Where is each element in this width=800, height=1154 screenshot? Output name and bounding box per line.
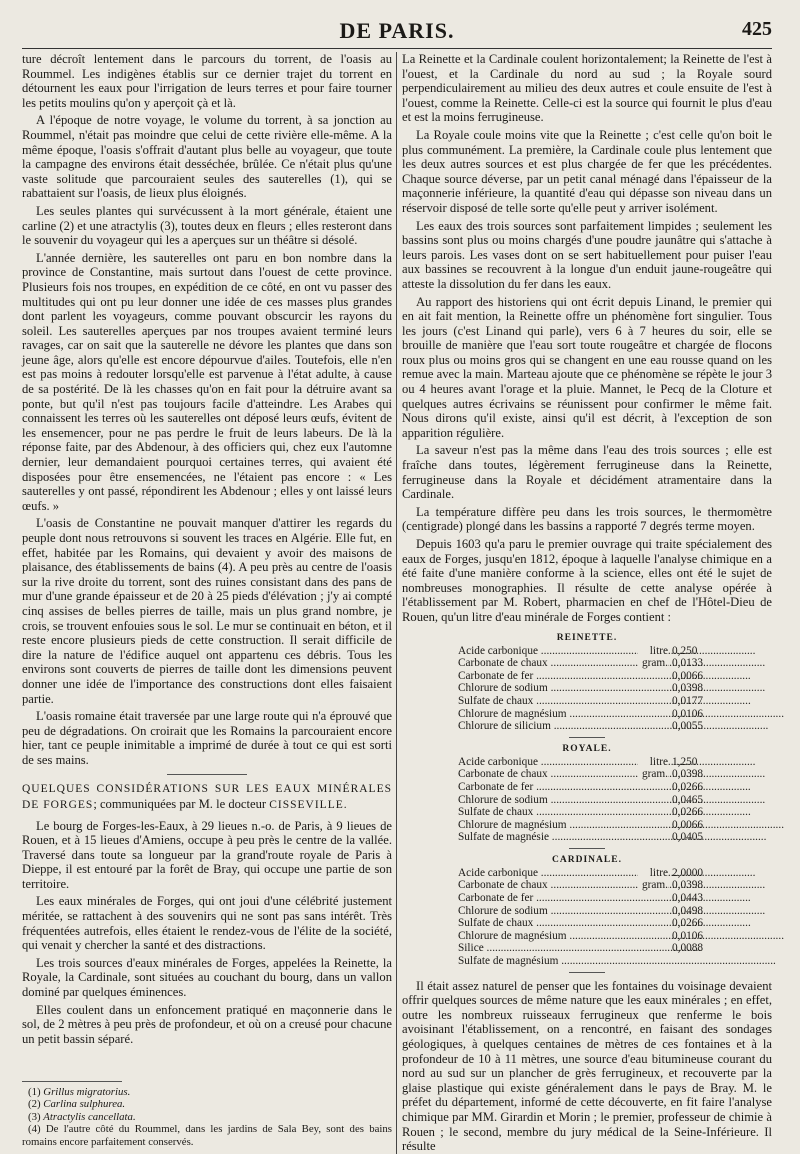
analysis-row [402, 917, 772, 930]
substance: Carbonate de chaux ..... [458, 879, 636, 892]
substance: Acide carbonique ..... [458, 756, 636, 769]
footnote [22, 1098, 392, 1110]
substance: Chlorure de sodium ..... [458, 794, 636, 807]
analysis-row [402, 781, 772, 794]
substance: Sulfate de magnésium ..... [458, 955, 636, 968]
analysis-row [402, 930, 772, 943]
analysis-row [402, 819, 772, 832]
unit: gram. [638, 657, 668, 670]
analysis-row [402, 905, 772, 918]
analysis-row [402, 892, 772, 905]
section-title-caps: QUELQUES CONSIDÉRATIONS SUR LES EAUX MINÉRALES DE FORGES [22, 782, 392, 811]
right-column [402, 52, 772, 1154]
substance: Acide carbonique ..... [458, 645, 636, 658]
value: 0,0066 [672, 669, 704, 682]
unit: litre [638, 645, 668, 658]
value: 1,250 [672, 755, 698, 768]
footnote-number: (4) [28, 1123, 41, 1136]
substance: Sulfate de chaux ..... [458, 695, 636, 708]
value: 0,0106 [672, 707, 704, 720]
substance: Sulfate de chaux ..... [458, 917, 636, 930]
value: 0,0498 [672, 904, 704, 917]
substance: Carbonate de fer ..... [458, 892, 636, 905]
substance: Chlorure de magnésium ..... [458, 708, 636, 721]
source-title: REINETTE. [556, 632, 618, 643]
left-column [22, 52, 392, 1154]
analysis-row [402, 955, 772, 968]
footnote-text: Carlina sulphurea. [43, 1098, 126, 1111]
footnote-number: (1) [28, 1085, 41, 1098]
value: 0,0266 [672, 780, 704, 793]
substance: Acide carbonique ..... [458, 867, 636, 880]
value: 0,0443 [672, 892, 704, 905]
substance: Carbonate de fer ..... [458, 781, 636, 794]
analysis-row [402, 768, 772, 781]
paragraph: L'année dernière, les sauterelles ont paru en bon nombre dans la province de Constantine, mais surtout dans l'ouest de cette province. Plusieurs fois nos troupes, en expédition de ce côté, en ont vu passer des multitudes qui ont pu leur donner une idée de ces masses plus grandes dont parlent les voyageurs, comme pouvant obscurcir les rayons du soleil. Les sauterelles aperçues par nos troupes avaient terminé leurs ravages, car on sait que la sauterelle ne dévore les plantes que dans son jeune âge, alors qu'elle est encore dépourvue d'ailes. Toutefois, elle n'en est pas moins à redouter lorsqu'elle est parvenue à l'état adulte, à cause de sa postérité. De là les chasses qu'on en fait pour la détruire avant sa ponte, but qu'il n'est pas toujours facile d'atteindre. Les Arabes qui connaissent les terres où les sauterelles ont déposé leurs œufs, évitent de les ensemencer, pour ne pas perdre le fruit de leurs labeurs. De là la réponse faite, par des Abdenour, à des officiers qui, chez eux l'automne dernier, leur demandaient pourquoi certaines terres, qui avaient été disposées pour être ensemencées, ne l'étaient pas encore : « Les sauterelles y ont passé, répondirent les Abdenour ; elles y ont laissé leurs œufs. » [22, 250, 392, 513]
analysis-row [402, 682, 772, 695]
analysis-row [402, 794, 772, 807]
substance: Chlorure de sodium ..... [458, 905, 636, 918]
paragraph: A l'époque de notre voyage, le volume du torrent, à sa jonction au Roummel, n'était pas moindre que celui de cette rivière elle-même. A la même époque, l'oasis s'offrait d'autant plus belle au voyageur, que toute la campagne des environs était desséchée, brûlée. Ce n'était plus qu'une vaste solitude que parcouraient seules des sauterelles (1), qui se rabattaient sur l'oasis, de lieux plus éloignés. [22, 113, 392, 201]
value: 0,0066 [672, 818, 704, 831]
value: 2,0000 [672, 866, 704, 879]
analysis-row [402, 756, 772, 769]
value: 0,0405 [672, 831, 704, 844]
substance: Chlorure de silicium ..... [458, 720, 636, 733]
footnotes [22, 1081, 392, 1148]
substance: Sulfate de magnésie ..... [458, 831, 636, 844]
footnote-text: Grillus migratorius. [43, 1085, 131, 1098]
footnote [22, 1111, 392, 1123]
footnote-number: (2) [28, 1098, 41, 1111]
substance: Silice ..... [458, 942, 636, 955]
column-rule [396, 52, 397, 1154]
value: 0,0177 [672, 694, 704, 707]
paragraph: ture décroît lentement dans le parcours du torrent, de l'oasis au Roummel. Les indigènes établis sur ce dernier trajet du torrent en détournent les eaux pour l'irrigation de leurs terres et pour faire tourner les petits moulins qu'on y aperçoit çà et là. [22, 52, 392, 110]
text-columns [22, 52, 772, 1154]
paragraph: Les eaux minérales de Forges, qui ont joui d'une célébrité justement méritée, se rattachent à des souvenirs qui ne sont pas sans intérêt. Très fréquentées autrefois, elles étaient le rendez-vous de l'élite de la société, qui venait y chercher la santé et des distractions. [22, 894, 392, 953]
page-header [22, 10, 772, 49]
page-number: 425 [742, 18, 772, 40]
analysis-row [402, 695, 772, 708]
paragraph: La Reinette et la Cardinale coulent horizontalement; la Reinette de l'est à l'ouest, et la Cardinale du nord au sud ; la Royale sourd perpendiculairement au milieu des deux autres et coule ensuite de l'est à l'ouest, comme la Reinette. Celle-ci est la source qui fournit le plus d'eau et est la moins ferrugineuse. [402, 52, 772, 125]
paragraph: Elles coulent dans un enfoncement pratiqué en maçonnerie dans le sol, de 2 mètres à peu près de profondeur, et où on a creusé pour chacune un petit bassin séparé. [22, 1002, 392, 1046]
unit: gram. [638, 879, 668, 892]
paragraph: Il était assez naturel de penser que les fontaines du voisinage devaient offrir quelques sources de même nature que les eaux minérales ; en effet, outre les nombreux ruisseaux ferrugineux que renferme le bois avoisinant l'établissement, on a rencontré, en faisant des sondages géologiques, à quelques centaines de mètres de ces fontaines et à la profondeur de 10 à 11 mètres, une source d'eau bitumineuse courant du nord au sud sur un plancher de grès ferrugineux, et recouverte par la glaise plastique qui existe généralement dans le pays de Bray. M. le préfet du département, informé de cette découverte, en fit faire l'analyse chimique par MM. Girardin et Morin ; le premier, professeur de chimie à Rouen ; le second, membre du jury médical de la Seine-Inférieure. Il résulte [402, 978, 772, 1154]
section-title [22, 781, 392, 813]
analysis-row [402, 942, 772, 955]
source-title: CARDINALE. [552, 854, 622, 865]
substance: Chlorure de sodium ..... [458, 682, 636, 695]
paragraph: L'oasis romaine était traversée par une large route qui n'a éprouvé que peu de dégradations. On croirait que les Romains la parcouraient encore hier, tant ce peuple inimitable a imprimé de durée à tout ce qui est sorti de ses mains. [22, 709, 392, 767]
value: 0,0133 [672, 657, 704, 670]
source-title: ROYALE. [562, 743, 612, 754]
analysis-row [402, 831, 772, 844]
value: 0,0055 [672, 720, 704, 733]
analysis-row [402, 867, 772, 880]
paragraph: Depuis 1603 qu'a paru le premier ouvrage qui traite spécialement des eaux de Forges, jusqu'en 1812, époque à laquelle l'analyse chimique en a été faite d'une manière conforme à la science, elles ont été le sujet de nombreuses monographies. Il résulte de cette analyse opérée à l'établissement par M. Robert, pharmacien en chef de l'Hôtel-Dieu de Rouen, qu'un litre d'eau minérale de Forges contient : [402, 537, 772, 624]
paragraph: Le bourg de Forges-les-Eaux, à 29 lieues n.-o. de Paris, à 9 lieues de Rouen, et à 15 lieues d'Amiens, occupe à peu près le centre de la vallée. Traversé dans toute sa longueur par la grand'route royale de Paris à Dieppe, il est entouré par la forêt de Bray, qui occupe une partie de son territoire. [22, 818, 392, 891]
analysis-table [402, 633, 772, 973]
paragraph: La saveur n'est pas la même dans l'eau des trois sources ; elle est fraîche dans toutes, légèrement ferrugineuse dans la Reinette, ferrugineuse dans la Royale et décidément atramentaire dans la Cardinale. [402, 443, 772, 502]
analysis-row [402, 657, 772, 670]
unit: gram. [638, 768, 668, 781]
unit: litre [638, 756, 668, 769]
analysis-row [402, 806, 772, 819]
paragraph: Les trois sources d'eaux minérales de Forges, appelées la Reinette, la Royale, la Cardinale, sont situées au couchant du bourg, dans un vallon dominé par quelques éminences. [22, 955, 392, 1000]
substance: Sulfate de chaux ..... [458, 806, 636, 819]
section-title-rest: ; communiquées par M. le docteur [93, 796, 267, 811]
table-divider [569, 972, 605, 973]
value: 0,0088 [672, 942, 704, 955]
paragraph: Les seules plantes qui survécussent à la mort générale, étaient une carline (2) et une atractylis (3), toutes deux en fleurs ; elles resteront dans le souvenir du voyageur qui les a aperçues sur un théâtre si désolé. [22, 203, 392, 248]
value: 0,0398 [672, 768, 704, 781]
substance: Carbonate de fer ..... [458, 670, 636, 683]
substance: Carbonate de chaux ..... [458, 768, 636, 781]
unit: litre [638, 867, 668, 880]
substance: Chlorure de magnésium ..... [458, 930, 636, 943]
analysis-row [402, 670, 772, 683]
footnote [22, 1086, 392, 1098]
footnote-number: (3) [28, 1110, 41, 1123]
section-title-author: CISSEVILLE. [269, 798, 348, 811]
footnote-rule [22, 1081, 122, 1082]
running-title: DE PARIS. [339, 18, 455, 43]
footnote [22, 1123, 392, 1148]
paragraph: La Royale coule moins vite que la Reinette ; c'est celle qu'on boit le plus communément. La première, la Cardinale coule plus lentement que les deux autres sources et est plus chargée de fer que les précédentes. Chaque source déverse, par un petit canal ménagé dans l'épaisseur de la maçonnerie inférieure, la quantité d'eau qui dépasse son niveau dans un réservoir disposé de telle sorte qu'elle peut y arriver isolément. [402, 127, 772, 215]
value: 0,0106 [672, 929, 704, 942]
value: 0,0398 [672, 682, 704, 695]
value: 0,0398 [672, 879, 704, 892]
analysis-row [402, 879, 772, 892]
paragraph: L'oasis de Constantine ne pouvait manquer d'attirer les regards du peuple dont nous retrouvons si souvent les traces en Algérie. Elle fut, en effet, habitée par les Romains, qui devaient y avoir des maisons de plaisance, des établissements de bains (4). A peu près au centre de l'oasis sur la rive droite du torrent, sont des ruines consistant dans des pans de mur d'une grande épaisseur et de 20 à 25 pieds d'élévation ; j'y ai compté cinq assises de belles pierres de taille, mais un plus grand nombre, je crois, se trouvent enfouies sous le sol. Le mur se continuait en béton, et il reste encore plusieurs pieds de cette construction. Il serait difficile de dire la nature de l'édifice auquel ont appartenu ces débris. Tous les environs sont couverts de pierres de taille dont les dimensions peuvent donner une idée de l'importance des constructions dont elles faisaient partie. [22, 516, 392, 706]
paragraph: Au rapport des historiens qui ont écrit depuis Linand, le premier qui en ait fait mention, la Reinette offre un phénomène fort singulier. Tous les jours (c'est Linand qui parle), vers 6 à 7 heures du soir, elle se brouille de manière que l'eau sort toute rougeâtre et chargée de flocons roux plus ou moins gros qui se changent en une eau rousse quand on les remue avec la main. Marteau ajoute que ce phénomène se répète le jour 3 ou 4 heures avant l'orage et la pluie. Mannet, le Pecq de la Cloture et quelques autres écrivains se réunissent pour confirmer le même fait. Nous dirons qu'il existe, ainsi qu'il est décrit, à l'exception de son apparition régulière. [402, 294, 772, 440]
substance: Chlorure de magnésium ..... [458, 819, 636, 832]
paragraph: La température diffère peu dans les trois sources, le thermomètre (centigrade) plongé dans les bassins a rapporté 7 degrés terme moyen. [402, 504, 772, 534]
paragraph: Les eaux des trois sources sont parfaitement limpides ; seulement les bassins sont plus ou moins chargés d'une poudre jaunâtre qui s'attache à leurs parois. Les vases dont on se sert habituellement pour puiser l'eau aux bassines se recouvrent à la longue d'un enduit jaune-rougeâtre qui atteste la dissolution du fer dans les eaux. [402, 218, 772, 291]
table-divider [569, 848, 605, 849]
value: 0,0465 [672, 793, 704, 806]
footnote-text: De l'autre côté du Roummel, dans les jardins de Sala Bey, sont des bains romains encore parfaitement conservés. [22, 1123, 392, 1148]
table-divider [569, 737, 605, 738]
analysis-row [402, 708, 772, 721]
substance: Carbonate de chaux ..... [458, 657, 636, 670]
value: 0,0266 [672, 917, 704, 930]
value: 0,250 [672, 644, 698, 657]
value: 0,0266 [672, 806, 704, 819]
footnote-text: Atractylis cancellata. [43, 1110, 136, 1123]
section-divider [167, 774, 247, 775]
analysis-row [402, 645, 772, 658]
analysis-row [402, 720, 772, 733]
